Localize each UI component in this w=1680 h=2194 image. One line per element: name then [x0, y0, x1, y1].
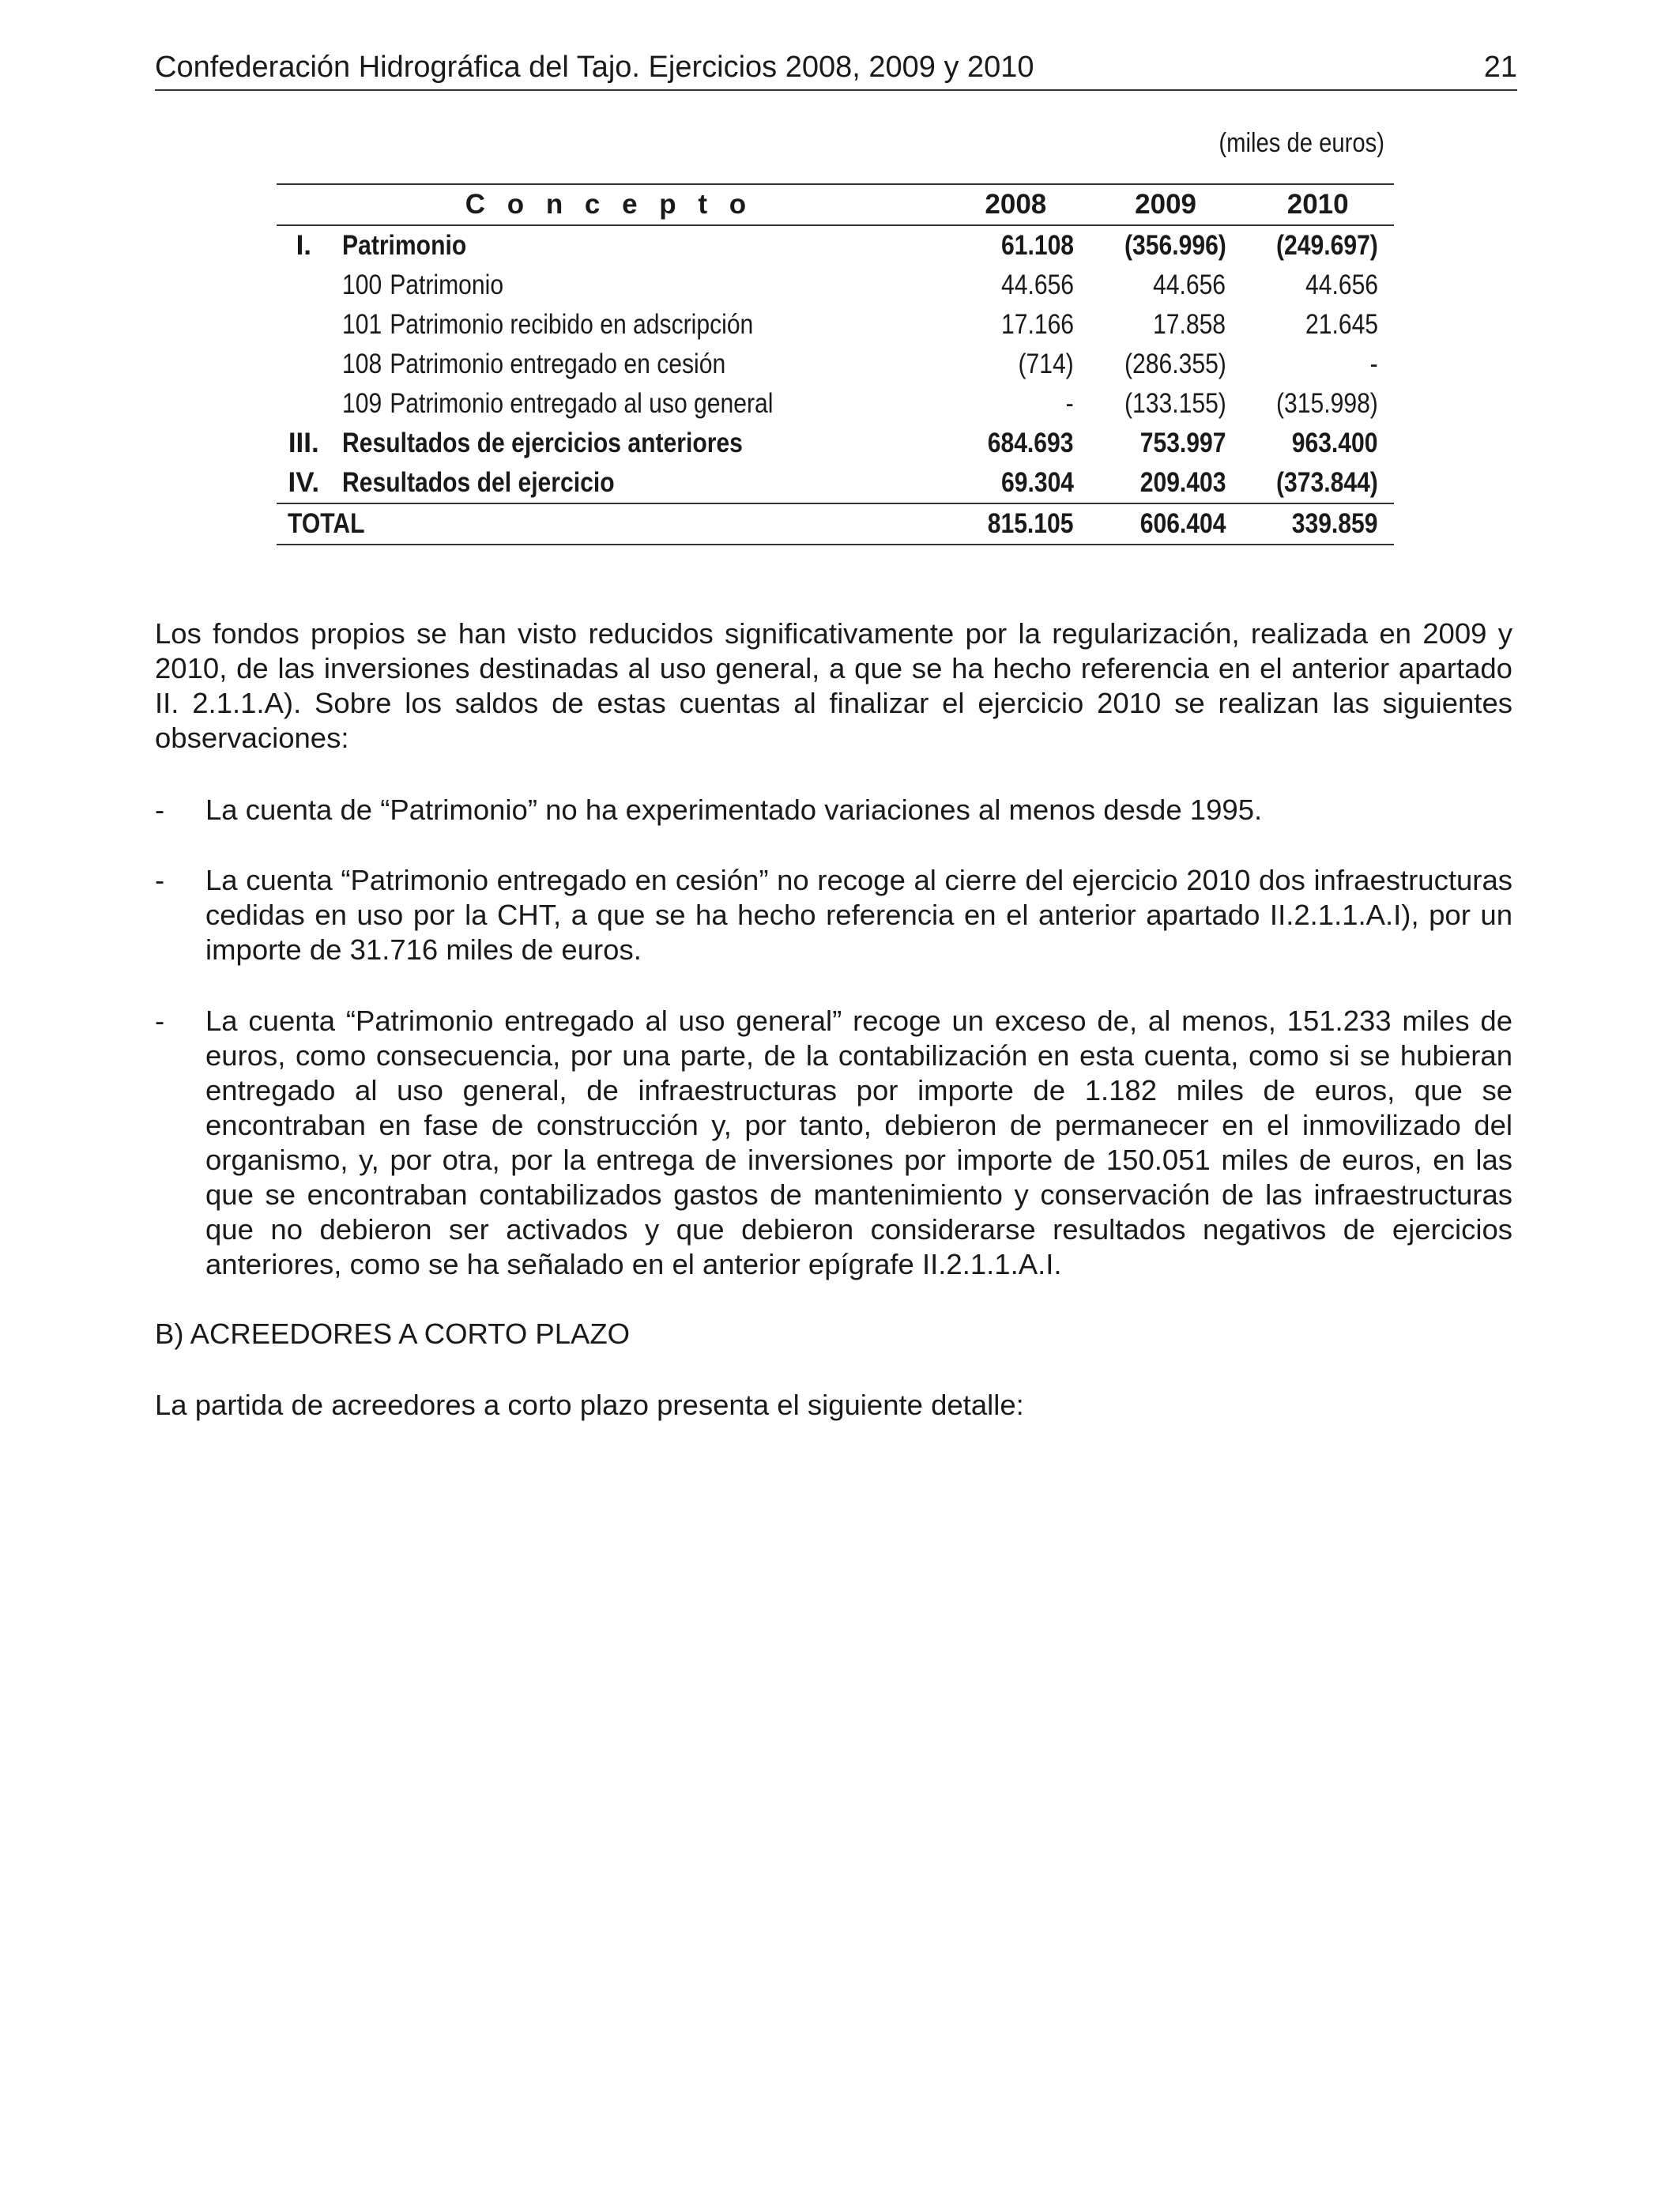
row-label [331, 463, 942, 503]
cell-2009 [1090, 225, 1242, 266]
value: 61.108 [1000, 230, 1074, 261]
value: 44.656 [1000, 270, 1074, 300]
row-label [331, 424, 942, 463]
row-label-text: Resultados de ejercicios anteriores [341, 428, 743, 458]
paragraph-fondos-propios: Los fondos propios se han visto reducidos significativamente por la regularización, realizada en 2009 y 2010, de las inversiones destinadas al uso general, a que se ha hecho referencia en el anterior apartado II. 2.1.1.A). Sobre los saldos de estas cuentas al finalizar el ejercicio 2010 se realizan las siguientes observaciones: [155, 617, 1512, 754]
value: 17.858 [1153, 309, 1226, 340]
header-2010: 2010 [1286, 189, 1349, 220]
value: 684.693 [987, 428, 1074, 458]
row-label [331, 305, 942, 345]
value: 209.403 [1139, 467, 1226, 498]
table-row [277, 463, 1394, 503]
cell-2010 [1241, 424, 1394, 463]
bullet-text: La cuenta “Patrimonio entregado al uso general” recoge un exceso de, al menos, 151.233 miles de euros, como consecuencia, por una parte, de la contabilización en esta cuenta, como si se hubieran entregado al uso general, de infraestructuras por importe de 1.182 miles de euros, que se encontraban en fase de construcción y, por tanto, debieron de permanecer en el inmovilizado del organismo, y, por otra, por la entrega de inversiones por importe de 150.051 miles de euros, en las que se encontraban contabilizados gastos de mantenimiento y conservación de las infraestructuras que no debieron ser activados y que debieron considerarse resultados negativos de ejercicios anteriores, como se ha señalado en el anterior epígrafe II.2.1.1.A.I. [205, 1005, 1512, 1280]
value: - [1065, 388, 1074, 419]
value: 69.304 [1000, 467, 1074, 498]
value: 753.997 [1139, 428, 1226, 458]
cell-2008 [942, 266, 1090, 305]
cell-2010 [1241, 345, 1394, 384]
row-roman [277, 266, 331, 305]
cell-2010 [1241, 463, 1394, 503]
row-roman: IV. [288, 467, 320, 498]
cell-2009 [1090, 384, 1242, 424]
table-units: (miles de euros) [1219, 128, 1384, 158]
total-label-text: TOTAL [288, 508, 365, 539]
bullet-item [155, 1004, 1512, 1282]
row-label-text: Patrimonio [341, 230, 466, 261]
value: (315.998) [1276, 388, 1378, 419]
cell-2010 [1241, 266, 1394, 305]
value: (133.155) [1124, 388, 1226, 419]
table-total-row [277, 503, 1394, 545]
header-2008: 2008 [985, 189, 1047, 220]
total-2010 [1241, 503, 1394, 545]
value: (356.996) [1124, 230, 1226, 261]
table-row [277, 266, 1394, 305]
cell-2008 [942, 345, 1090, 384]
table-row [277, 345, 1394, 384]
row-roman: I. [296, 230, 312, 261]
value: 44.656 [1153, 270, 1226, 300]
value: 339.859 [1292, 508, 1378, 539]
account-code: 108 [341, 349, 382, 379]
page-number: 21 [1483, 51, 1517, 84]
row-label-text: Patrimonio [389, 270, 503, 300]
row-label [331, 225, 942, 266]
total-2008 [942, 503, 1090, 545]
value: (714) [1018, 349, 1074, 379]
cell-2008 [942, 463, 1090, 503]
account-code: 101 [341, 309, 382, 340]
row-label-text: Resultados del ejercicio [341, 467, 615, 498]
row-label-content [342, 388, 773, 420]
value: 44.656 [1305, 270, 1378, 300]
cell-2009 [1090, 463, 1242, 503]
bullet-text: La cuenta “Patrimonio entregado en cesión” no recoge al cierre del ejercicio 2010 dos infraestructuras cedidas en uso por la CHT, a que se ha hecho referencia en el anterior apartado II.2.1.1.A.I), por un importe de 31.716 miles de euros. [205, 864, 1512, 966]
bullet-text: La cuenta de “Patrimonio” no ha experimentado variaciones al menos desde 1995. [205, 794, 1263, 826]
cell-2008 [942, 305, 1090, 345]
bullet-marker: - [155, 864, 165, 896]
value: 17.166 [1000, 309, 1074, 340]
patrimonio-table [277, 183, 1394, 545]
header-concepto: C o n c e p t o [465, 189, 754, 220]
cell-2010 [1241, 384, 1394, 424]
cell-2010 [1241, 225, 1394, 266]
section-heading: B) ACREEDORES A CORTO PLAZO [155, 1318, 631, 1350]
value: - [1369, 349, 1378, 379]
row-roman: III. [288, 428, 319, 458]
bullet-item [155, 863, 1512, 967]
table-row [277, 305, 1394, 345]
cell-2008 [942, 225, 1090, 266]
value: 963.400 [1292, 428, 1378, 458]
value: (249.697) [1276, 230, 1378, 261]
cell-2008 [942, 424, 1090, 463]
value: 21.645 [1305, 309, 1378, 340]
row-roman [277, 345, 331, 384]
value: 606.404 [1139, 508, 1226, 539]
row-label [331, 266, 942, 305]
value: (373.844) [1276, 467, 1378, 498]
cell-2009 [1090, 266, 1242, 305]
value: 815.105 [987, 508, 1074, 539]
account-code: 109 [341, 388, 382, 419]
row-label-text: Patrimonio entregado en cesión [389, 349, 725, 379]
bullet-marker: - [155, 794, 165, 826]
table-row [277, 424, 1394, 463]
table-row [277, 225, 1394, 266]
cell-2010 [1241, 305, 1394, 345]
paragraph-acreedores: La partida de acreedores a corto plazo presenta el siguiente detalle: [155, 1389, 1024, 1421]
row-label-text: Patrimonio recibido en adscripción [389, 309, 753, 340]
row-label [331, 345, 942, 384]
page-header [155, 51, 1517, 91]
table-header-row [277, 184, 1394, 225]
total-label [277, 503, 942, 545]
cell-2009 [1090, 424, 1242, 463]
cell-2008 [942, 384, 1090, 424]
cell-2009 [1090, 305, 1242, 345]
row-label-content [342, 309, 753, 341]
row-label [331, 384, 942, 424]
value: (286.355) [1124, 349, 1226, 379]
bullet-marker: - [155, 1005, 165, 1037]
total-2009 [1090, 503, 1242, 545]
table-row [277, 384, 1394, 424]
row-label-content [342, 349, 725, 380]
bullet-item [155, 793, 1512, 827]
row-label-content [342, 270, 503, 301]
row-label-text: Patrimonio entregado al uso general [389, 388, 774, 419]
row-roman [277, 305, 331, 345]
document-title: Confederación Hidrográfica del Tajo. Ejercicios 2008, 2009 y 2010 [155, 51, 1034, 84]
header-2009: 2009 [1135, 189, 1197, 220]
cell-2009 [1090, 345, 1242, 384]
row-roman [277, 384, 331, 424]
account-code: 100 [341, 270, 382, 300]
